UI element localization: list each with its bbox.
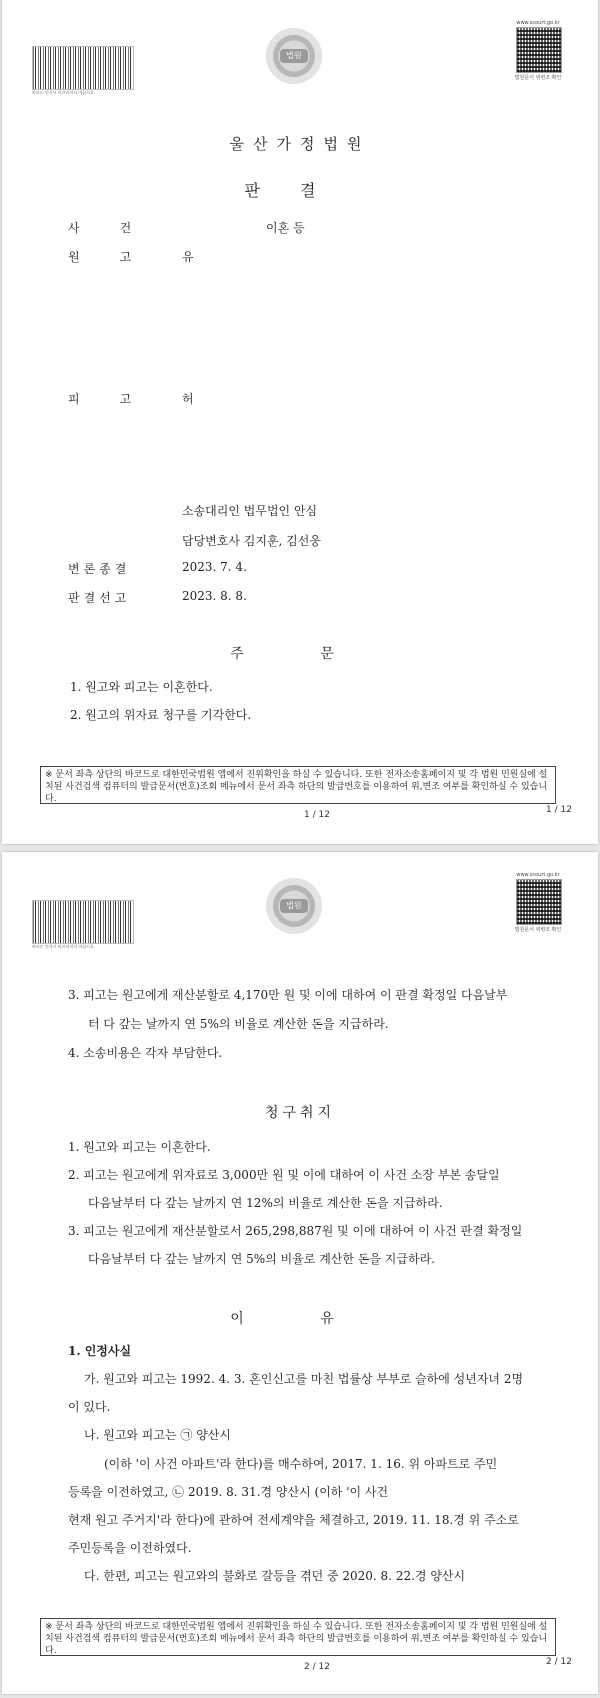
- reason-line: 주민등록을 이전하였다.: [68, 1541, 192, 1555]
- claim-title: 청구취지: [264, 1105, 336, 1121]
- barcode-note: 바코드 인식시 미끄러지지 마십시오.: [32, 944, 96, 949]
- reason-line: 이 있다.: [68, 1400, 111, 1414]
- document-page-2: [2, 852, 598, 1694]
- order-item: 3. 피고는 원고에게 재산분할로 4,170만 원 및 이에 대하여 이 판결 확정일 다음날부: [68, 988, 508, 1002]
- qr-code-image: [516, 27, 562, 73]
- claim-item-continued: 다음날부터 다 갚는 날까지 연 5%의 비율로 계산한 돈을 지급하라.: [88, 1252, 435, 1266]
- page-number-right: 2 / 12: [546, 1657, 572, 1667]
- closing-date: 2023. 7. 4.: [182, 560, 247, 574]
- plaintiff-value: 유: [182, 250, 194, 264]
- qr-caption: 법원문서 위변조 확인: [514, 75, 562, 81]
- barcode-image: [32, 46, 134, 90]
- plaintiff-label: 원고: [68, 250, 172, 264]
- lawyers-text: 담당변호사 김지훈, 김선웅: [182, 534, 321, 548]
- qr-site-label: www.scourt.go.kr: [516, 872, 560, 878]
- reason-section-heading: 1. 인정사실: [68, 1344, 132, 1358]
- qr-caption: 법원문서 위변조 확인: [514, 927, 562, 933]
- claim-item: 3. 피고는 원고에게 재산분할로서 265,298,887원 및 이에 대하여 이 사건 판결 확정일: [68, 1224, 523, 1238]
- reason-line: 나. 원고와 피고는 ㉠ 양산시: [84, 1428, 231, 1442]
- qr-code-image: [516, 879, 562, 925]
- page-number-right: 1 / 12: [546, 805, 572, 815]
- closing-label: 변론종결: [68, 562, 131, 576]
- emblem-label: 법원: [280, 49, 308, 63]
- document-type: 판결: [244, 181, 356, 200]
- reason-line: 가. 원고와 피고는 1992. 4. 3. 혼인신고를 마친 법률상 부부로 슬하에 성년자녀 2명: [84, 1372, 524, 1386]
- claim-item: 2. 피고는 원고에게 위자료로 3,000만 원 및 이에 대하여 이 사건 소장 부본 송달일: [68, 1168, 500, 1182]
- barcode-note: 바코드 인식시 미끄러지지 마십시오.: [32, 90, 96, 95]
- reason-line: (이하 '이 사건 아파트'라 한다)를 매수하여, 2017. 1. 16. 위 아파트로 주민: [104, 1457, 498, 1471]
- qr-site-label: www.scourt.go.kr: [516, 20, 560, 26]
- order-item: 4. 소송비용은 각자 부담한다.: [68, 1046, 223, 1060]
- order-title: 주 문: [230, 646, 370, 662]
- ruling-date: 2023. 8. 8.: [182, 589, 247, 603]
- order-item: 1. 원고와 피고는 이혼한다.: [70, 680, 213, 694]
- claim-item: 1. 원고와 피고는 이혼한다.: [68, 1140, 211, 1154]
- order-item: 2. 원고의 위자료 청구를 기각한다.: [70, 708, 252, 722]
- barcode-image: [32, 900, 134, 944]
- case-value: 이혼 등: [266, 221, 305, 235]
- attorney-text: 소송대리인 법무법인 안심: [182, 504, 318, 518]
- verification-notice: ※ 문서 좌측 상단의 바코드로 대한민국법원 앱에서 진위확인을 하실 수 있습니다. 또한 전자소송홈페이지 및 각 법원 민원실에 설치된 사건검색 컴퓨터의 발급문서(번호)조회 메뉴에서 문서 좌측 하단의 발급번호를 이용하여 위,변조 여부를 확인하실 수 있습니다.: [40, 1618, 556, 1656]
- reason-line: 현재 원고 주거지'라 한다)에 관하여 전세계약을 체결하고, 2019. 11. 18.경 위 주소로: [68, 1513, 519, 1527]
- page-number: 2 / 12: [304, 1662, 330, 1672]
- reason-line: 다. 한편, 피고는 원고와의 불화로 갈등을 겪던 중 2020. 8. 22.경 양산시: [84, 1569, 466, 1583]
- ruling-label: 판결선고: [68, 591, 131, 605]
- defendant-label: 피고: [68, 392, 172, 406]
- page-number: 1 / 12: [304, 810, 330, 820]
- order-item-continued: 터 다 갚는 날까지 연 5%의 비율로 계산한 돈을 지급하라.: [88, 1017, 389, 1031]
- emblem-label: 법원: [280, 899, 308, 913]
- court-name: 울산가정법원: [229, 135, 371, 153]
- verification-notice: ※ 문서 좌측 상단의 바코드로 대한민국법원 앱에서 진위확인을 하실 수 있습니다. 또한 전자소송홈페이지 및 각 법원 민원실에 설치된 사건검색 컴퓨터의 발급문서(번호)조회 메뉴에서 문서 좌측 하단의 발급번호를 이용하여 위,변조 여부를 확인하실 수 있습니다.: [40, 766, 556, 804]
- document-page-1: [2, 0, 598, 844]
- claim-item-continued: 다음날부터 다 갚는 날까지 연 12%의 비율로 계산한 돈을 지급하라.: [88, 1196, 443, 1210]
- reason-title: 이 유: [230, 1311, 370, 1327]
- defendant-value: 허: [182, 392, 194, 406]
- case-label: 사건: [68, 221, 172, 235]
- reason-line: 등록을 이전하였고, ㉡ 2019. 8. 31.경 양산시 (이하 '이 사건: [68, 1485, 389, 1499]
